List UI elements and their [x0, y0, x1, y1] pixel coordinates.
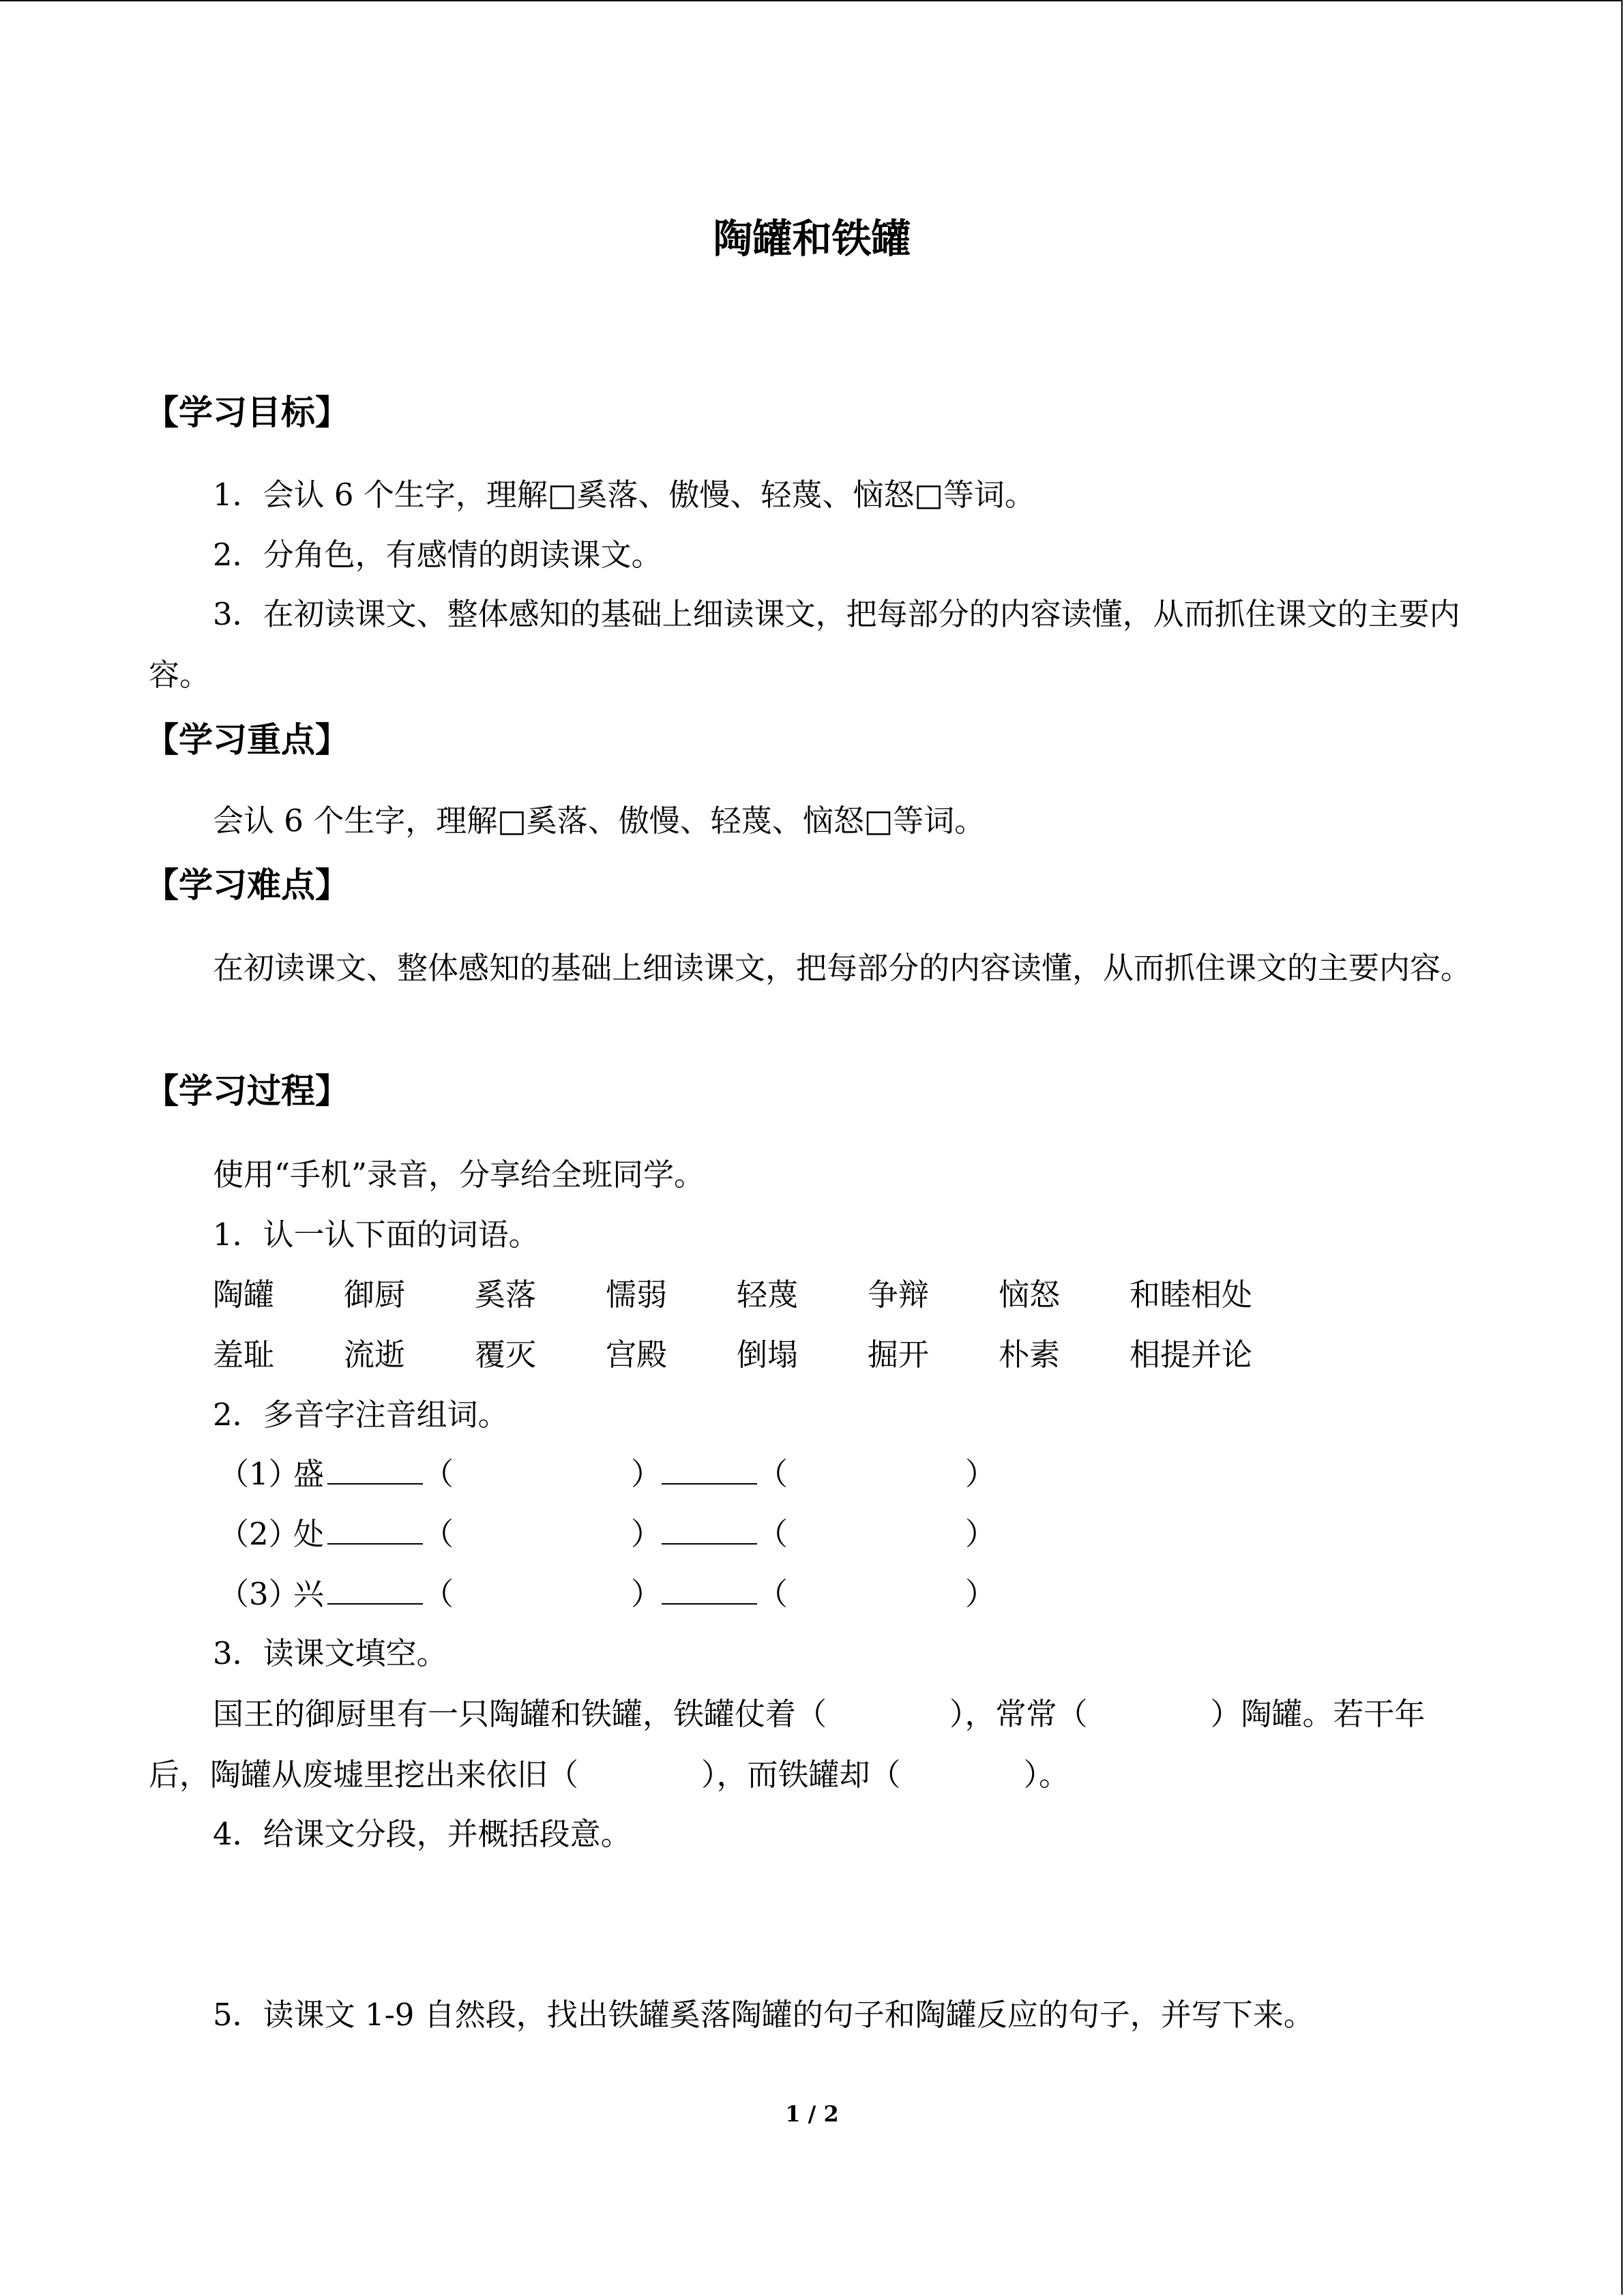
process-intro: 使用“手机”录音，分享给全班同学。 [213, 1157, 705, 1193]
question-5: 5．读课文 1-9 自然段，找出铁罐奚落陶罐的句子和陶罐反应的句子，并写下来。 [213, 1997, 1314, 2033]
heading-goals: 【学习目标】 [145, 393, 349, 432]
question-4: 4．给课文分段，并概括段意。 [213, 1816, 632, 1852]
word-row-2 [213, 1335, 1252, 1375]
word-item: 争辩 [868, 1277, 930, 1313]
answer-blank[interactable] [662, 1453, 757, 1485]
word-item: 奚落 [475, 1277, 537, 1313]
answer-blank[interactable] [327, 1453, 423, 1485]
paren-close: ） [965, 1516, 996, 1552]
polyphone-number: （1） [218, 1456, 299, 1492]
polyphone-number: （2） [218, 1516, 299, 1552]
paren-open: （ [423, 1456, 454, 1492]
polyphone-char: 盛 [293, 1456, 325, 1492]
paren-open: （ [757, 1456, 788, 1492]
word-item: 轻蔑 [737, 1277, 799, 1313]
paren-open: （ [757, 1576, 788, 1612]
paren-close: ） [965, 1456, 996, 1492]
paren-close: ） [965, 1576, 996, 1612]
word-item: 倒塌 [737, 1337, 799, 1373]
answer-blank[interactable] [662, 1513, 757, 1545]
word-item: 御厨 [344, 1277, 406, 1313]
answer-blank[interactable] [327, 1513, 423, 1545]
question-3: 3．读课文填空。 [213, 1635, 447, 1671]
difficulties-text: 在初读课文、整体感知的基础上细读课文，把每部分的内容读懂，从而抓住课文的主要内容。 [213, 950, 1472, 986]
polyphone-char: 兴 [293, 1576, 325, 1612]
word-item: 陶罐 [213, 1277, 275, 1313]
paren-open: （ [423, 1576, 454, 1612]
word-row-1 [213, 1274, 1252, 1315]
paren-open: （ [757, 1516, 788, 1552]
word-item: 和睦相处 [1130, 1277, 1253, 1313]
word-item: 相提并论 [1130, 1337, 1253, 1373]
document-title: 陶罐和铁罐 [713, 215, 911, 262]
heading-difficulties: 【学习难点】 [145, 865, 349, 905]
answer-blank[interactable] [662, 1573, 757, 1605]
paren-close: ） [631, 1576, 662, 1612]
heading-process: 【学习过程】 [145, 1071, 349, 1111]
polyphone-row-3 [218, 1573, 996, 1615]
paren-close: ） [631, 1516, 662, 1552]
question-3-text: 国王的御厨里有一只陶罐和铁罐，铁罐仗着（ ），常常（ ）陶罐。若干年后，陶罐从废墟里挖出来依旧（ ），而铁罐却（ ）。 [149, 1696, 1426, 1793]
question-2: 2．多音字注音组词。 [213, 1397, 509, 1433]
answer-blank[interactable] [327, 1573, 423, 1605]
goal-item-3: 3．在初读课文、整体感知的基础上细读课文，把每部分的内容读懂，从而抓住课文的主要内容。 [149, 596, 1460, 693]
polyphone-number: （3） [218, 1576, 299, 1612]
polyphone-row-2 [218, 1513, 996, 1555]
word-item: 羞耻 [213, 1337, 275, 1373]
word-item: 懦弱 [606, 1277, 668, 1313]
page-number: 1 / 2 [785, 2101, 839, 2127]
paren-open: （ [423, 1516, 454, 1552]
polyphone-char: 处 [293, 1516, 325, 1552]
goal-item-1: 1．会认 6 个生字，理解□奚落、傲慢、轻蔑、恼怒□等词。 [213, 477, 1035, 513]
word-item: 朴素 [999, 1337, 1061, 1373]
word-item: 掘开 [868, 1337, 930, 1373]
paren-close: ） [631, 1456, 662, 1492]
word-item: 宫殿 [606, 1337, 668, 1373]
polyphone-row-1 [218, 1453, 996, 1495]
word-item: 覆灭 [475, 1337, 537, 1373]
question-1: 1．认一认下面的词语。 [213, 1217, 540, 1253]
word-item: 恼怒 [999, 1277, 1061, 1313]
word-item: 流逝 [344, 1337, 406, 1373]
goal-item-2: 2．分角色，有感情的朗读课文。 [213, 537, 662, 573]
key-points-text: 会认 6 个生字，理解□奚落、傲慢、轻蔑、恼怒□等词。 [213, 803, 986, 839]
heading-key-points: 【学习重点】 [145, 720, 349, 760]
